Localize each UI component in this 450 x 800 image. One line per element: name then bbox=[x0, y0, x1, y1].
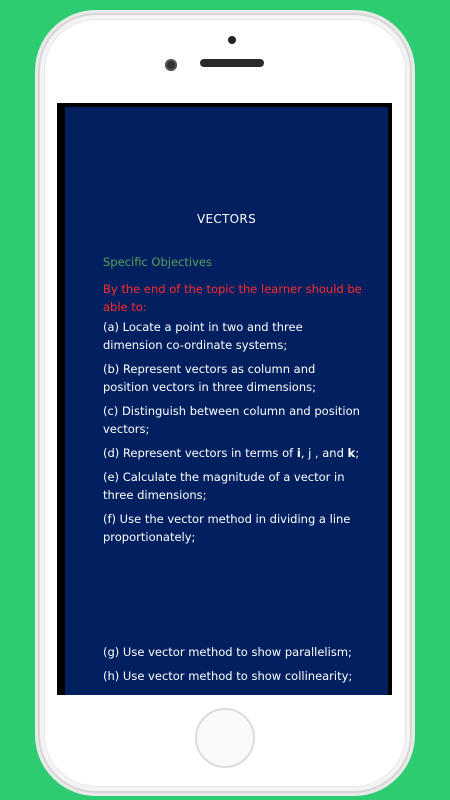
item-d-separator: , and bbox=[311, 446, 348, 460]
objective-item: (e) Calculate the magnitude of a vector in three dimensions; bbox=[103, 470, 345, 502]
item-d-separator: , bbox=[300, 446, 309, 460]
objective-item: (h) Use vector method to show collinearity; bbox=[103, 669, 353, 683]
objective-item: (i) State and use the ratio theorem; bbox=[103, 693, 308, 707]
objective-item-d bbox=[103, 444, 363, 462]
document-page[interactable] bbox=[65, 107, 388, 707]
front-camera-icon bbox=[165, 59, 177, 71]
objectives-heading: Specific Objectives bbox=[103, 255, 212, 269]
phone-screen bbox=[57, 103, 392, 707]
objective-item: (b) Represent vectors as column and position vectors in three dimensions; bbox=[103, 362, 316, 394]
objective-item: (a) Locate a point in two and three dimension co-ordinate systems; bbox=[103, 320, 303, 352]
objective-item: (g) Use vector method to show parallelism; bbox=[103, 645, 352, 659]
objectives-continued bbox=[103, 643, 363, 715]
home-button[interactable] bbox=[195, 708, 255, 768]
unit-vector-j: j bbox=[308, 446, 312, 460]
earpiece-speaker bbox=[200, 59, 264, 67]
front-sensor bbox=[228, 36, 236, 44]
objectives-section bbox=[103, 253, 363, 552]
unit-vector-k: k bbox=[347, 446, 356, 460]
page-title: VECTORS bbox=[196, 212, 256, 226]
item-d-prefix: (d) Represent vectors in terms of bbox=[103, 446, 297, 460]
objective-item: (c) Distinguish between column and position vectors; bbox=[103, 404, 360, 436]
unit-vector-i: i bbox=[296, 446, 301, 460]
objective-item: (f) Use the vector method in dividing a line proportionately; bbox=[103, 512, 351, 544]
item-d-suffix: ; bbox=[355, 446, 360, 460]
intro-text: By the end of the topic the learner should be able to: bbox=[103, 282, 362, 314]
